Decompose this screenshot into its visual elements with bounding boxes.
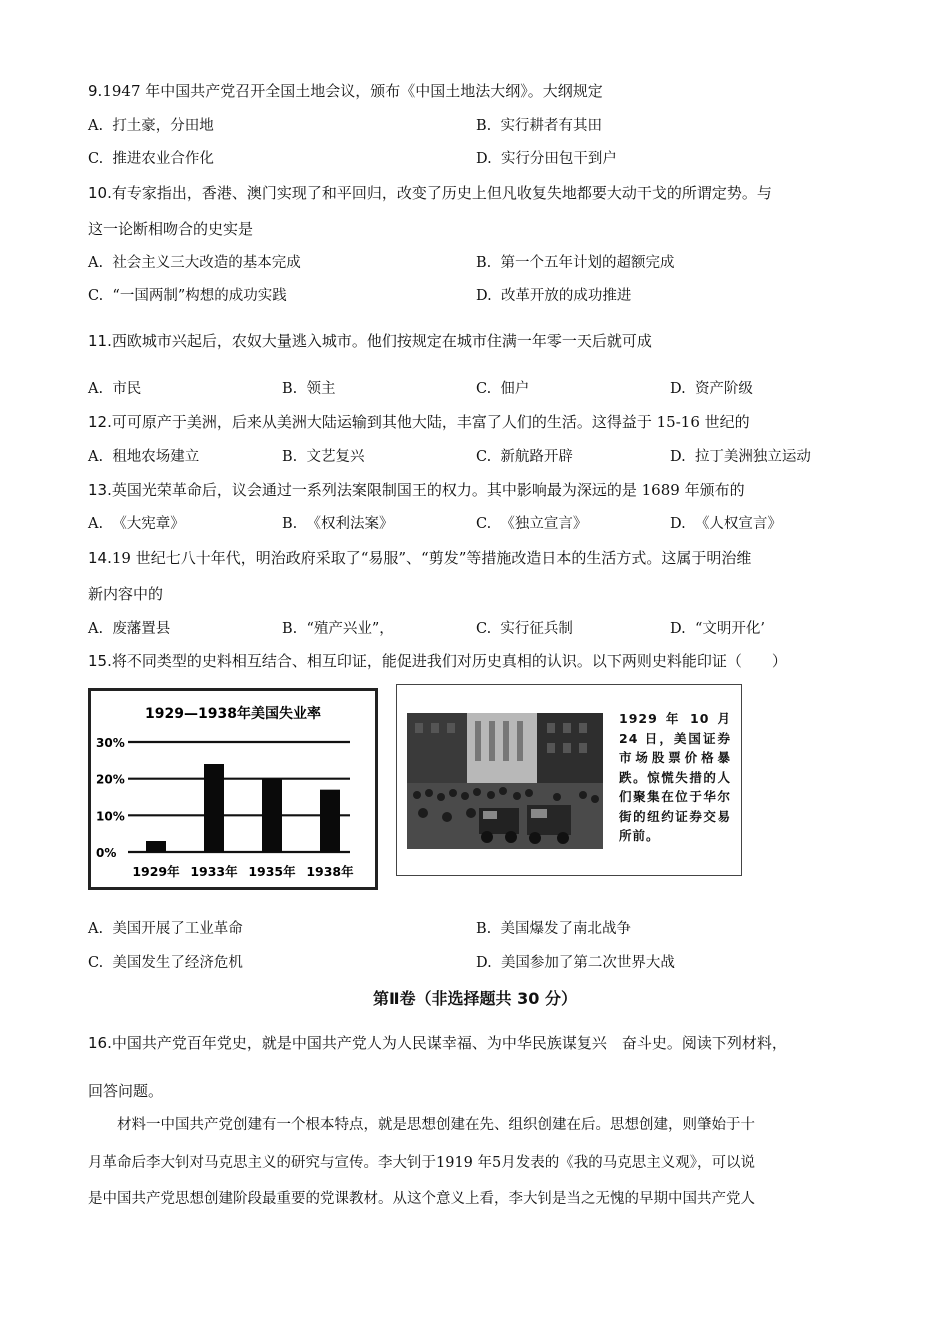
- option-a[interactable]: A. 美国开展了工业革命: [88, 921, 243, 937]
- option-d[interactable]: D. 实行分田包干到户: [476, 151, 617, 167]
- option-b[interactable]: B. 《权利法案》: [282, 516, 394, 532]
- material-line: 是中国共产党思想创建阶段最重要的党课教材。从这个意义上看，李大钊是当之无愧的早期中国共产党人: [88, 1191, 755, 1207]
- question-number: 15.: [88, 652, 112, 670]
- question-text: 英国光荣革命后，议会通过一系列法案限制国王的权力。其中影响最为深远的是 1689 年颁布的: [111, 481, 745, 499]
- option-d[interactable]: D. 美国参加了第二次世界大战: [476, 955, 675, 971]
- option-c[interactable]: C. “一国两制”构想的成功实践: [88, 288, 287, 304]
- section-2-title: 第Ⅱ卷（非选择题共 30 分）: [373, 989, 577, 1008]
- question-number: 9.: [88, 82, 103, 100]
- question-12-stem: [88, 412, 750, 432]
- option-b[interactable]: B. 实行耕者有其田: [476, 118, 602, 134]
- bar-1929年: [146, 841, 166, 852]
- option-c[interactable]: C. 《独立宣言》: [476, 516, 588, 532]
- question-text: 1947 年中国共产党召开全国土地会议，颁布《中国土地法大纲》。大纲规定: [102, 82, 603, 100]
- question-text: 19 世纪七八十年代，明治政府采取了“易服”、“剪发”等措施改造日本的生活方式。这属于明治维: [111, 549, 752, 567]
- question-11-stem: [88, 331, 652, 351]
- photo-caption: 1929 年 10 月 24 日，美国证券市场股票价格暴跌。惊慌失措的人们聚集在位于华尔街的纽约证券交易所前。: [619, 711, 731, 843]
- option-b[interactable]: B. 领主: [282, 381, 336, 397]
- question-13-stem: [88, 480, 745, 500]
- option-d[interactable]: D. “文明开化’: [670, 621, 765, 637]
- x-tick-label: 1935年: [248, 864, 296, 879]
- option-c[interactable]: C. 新航路开辟: [476, 449, 573, 465]
- question-10-stem-cont: 这一论断相吻合的史实是: [88, 220, 254, 238]
- option-a[interactable]: A. 租地农场建立: [88, 449, 200, 465]
- y-tick-label: 0%: [96, 846, 117, 860]
- question-14-stem: [88, 548, 751, 568]
- option-a[interactable]: A. 市民: [88, 381, 142, 397]
- chart-title: 1929—1938年美国失业率: [145, 706, 321, 722]
- question-14-stem-cont: 新内容中的: [88, 585, 164, 603]
- question-number: 13.: [88, 481, 112, 499]
- question-10-stem: [88, 183, 772, 203]
- material-line: 月革命后李大钊对马克思主义的研究与宣传。李大钊于1919 年5月发表的《我的马克思主义观》，可以说: [88, 1155, 755, 1171]
- option-b[interactable]: B. 第一个五年计划的超额完成: [476, 255, 675, 271]
- option-c[interactable]: C. 推进农业合作化: [88, 151, 214, 167]
- material-line: 材料一中国共产党创建有一个根本特点，就是思想创建在先、组织创建在后。思想创建，则肇始于十: [117, 1117, 755, 1133]
- x-tick-label: 1933年: [190, 864, 238, 879]
- option-d[interactable]: D. 资产阶级: [670, 381, 753, 397]
- option-a[interactable]: A. 社会主义三大改造的基本完成: [88, 255, 301, 271]
- question-15-stem: [88, 651, 787, 671]
- unemployment-bar-chart: [88, 688, 378, 890]
- option-a[interactable]: A. 《大宪章》: [88, 516, 185, 532]
- option-b[interactable]: B. “殖产兴业”，: [282, 621, 394, 637]
- y-tick-label: 20%: [96, 772, 125, 787]
- option-b[interactable]: B. 美国爆发了南北战争: [476, 921, 631, 937]
- option-c[interactable]: C. 实行征兵制: [476, 621, 573, 637]
- option-b[interactable]: B. 文艺复兴: [282, 449, 365, 465]
- question-number: 14.: [88, 549, 112, 567]
- question-16-stem: [88, 1033, 787, 1053]
- y-tick-label: 30%: [96, 736, 125, 750]
- news-photo-panel: [396, 684, 742, 876]
- option-a[interactable]: A. 打土豪，分田地: [88, 118, 214, 134]
- question-9-stem: [88, 81, 603, 101]
- option-c[interactable]: C. 佃户: [476, 381, 530, 397]
- question-number: 12.: [88, 413, 112, 431]
- question-text: 将不同类型的史料相互结合、相互印证，能促进我们对历史真相的认识。以下两则史料能印证（ ）: [111, 652, 787, 670]
- question-text: 可可原产于美洲，后来从美洲大陆运输到其他大陆，丰富了人们的生活。这得益于 15-16 世纪的: [111, 413, 750, 431]
- option-d[interactable]: D. 《人权宣言》: [670, 516, 782, 532]
- question-text: 有专家指出，香港、澳门实现了和平回归，改变了历史上但凡收复失地都要大动干戈的所谓定势。与: [111, 184, 772, 202]
- question-16-stem-cont: 回答问题。: [88, 1082, 164, 1100]
- question-text: 西欧城市兴起后，农奴大量逃入城市。他们按规定在城市住满一年零一天后就可成: [111, 332, 652, 350]
- wall-street-crowd-photo: [407, 713, 603, 849]
- option-a[interactable]: A. 废藩置县: [88, 621, 171, 637]
- bar-1935年: [262, 779, 282, 852]
- option-c[interactable]: C. 美国发生了经济危机: [88, 955, 243, 971]
- option-d[interactable]: D. 拉丁美洲独立运动: [670, 449, 811, 465]
- question-number: 11.: [88, 332, 112, 350]
- x-tick-label: 1938年: [306, 864, 354, 879]
- bar-1933年: [204, 764, 224, 852]
- bar-1938年: [320, 790, 340, 852]
- question-text: 中国共产党百年党史，就是中国共产党人为人民谋幸福、为中华民族谋复兴 奋斗史。阅读下列材料，: [111, 1034, 787, 1052]
- y-tick-label: 10%: [96, 809, 125, 824]
- question-number: 16.: [88, 1034, 112, 1052]
- x-tick-label: 1929年: [132, 864, 180, 879]
- question-number: 10.: [88, 184, 112, 202]
- option-d[interactable]: D. 改革开放的成功推进: [476, 288, 632, 304]
